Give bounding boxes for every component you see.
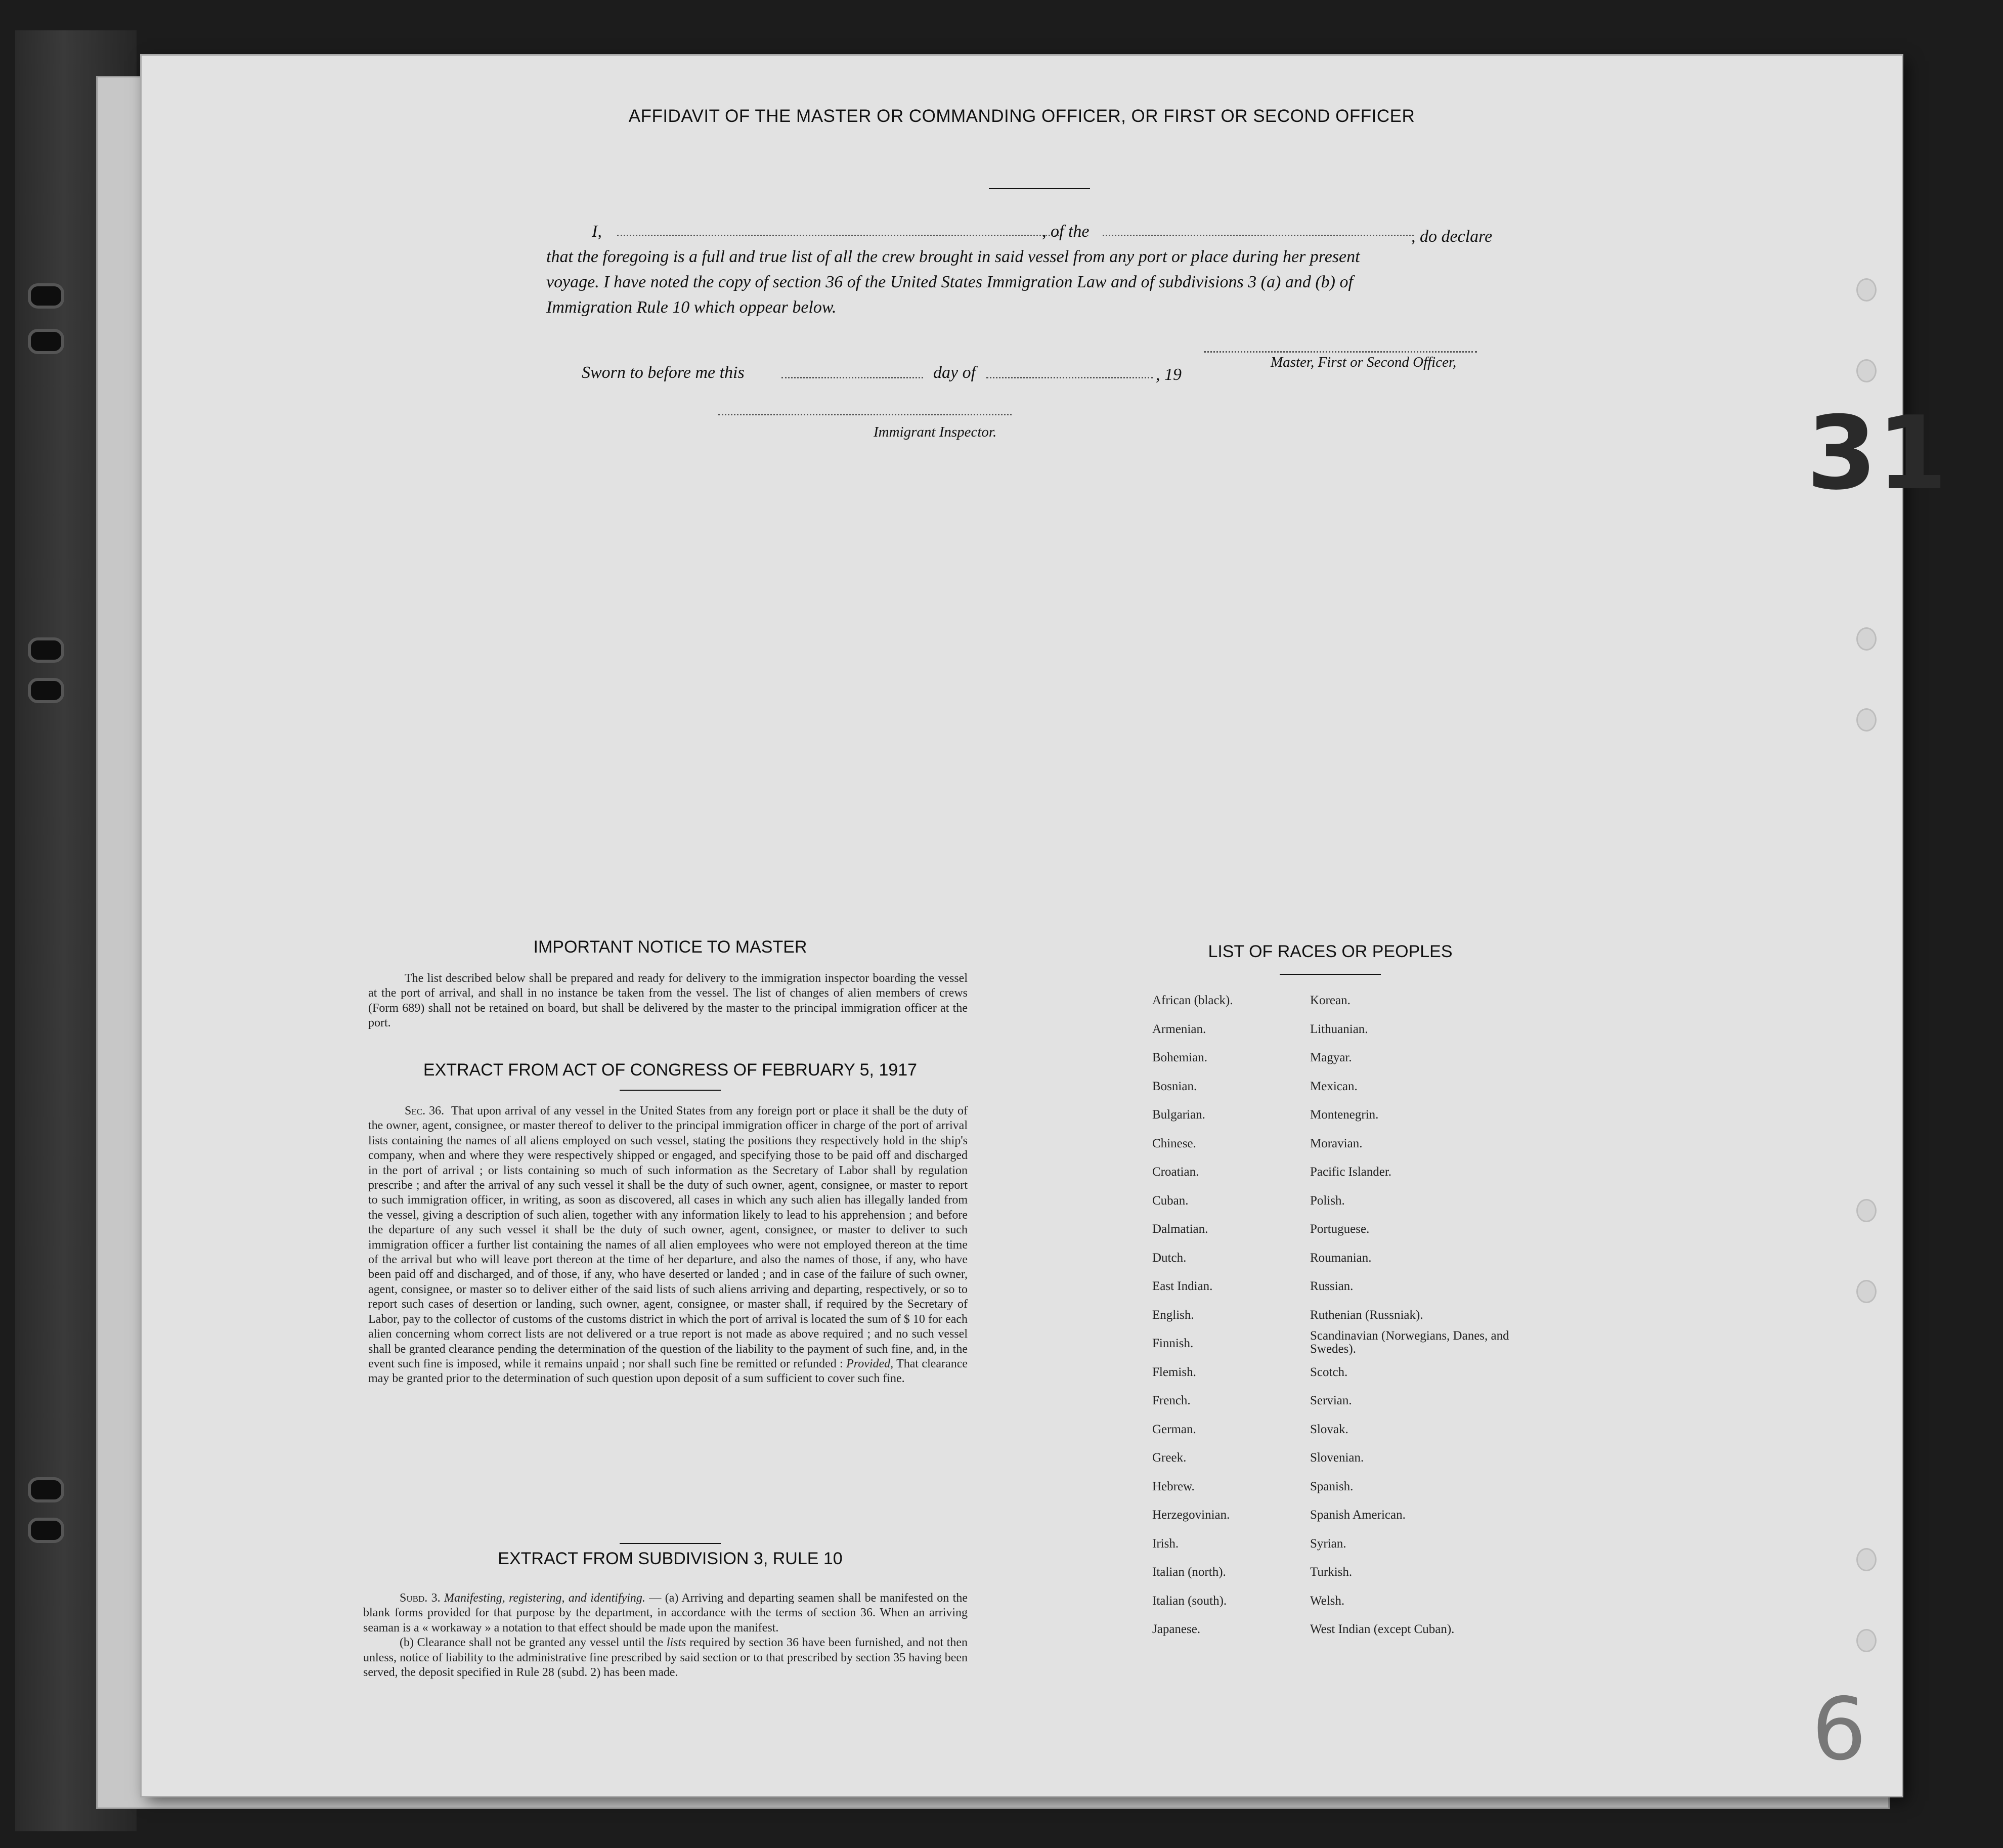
- race-item: Polish.: [1310, 1193, 1345, 1208]
- inspector-signature-label: Immigrant Inspector.: [874, 424, 997, 440]
- sworn-label: Sworn to before me this: [582, 363, 745, 382]
- race-item: West Indian (except Cuban).: [1310, 1622, 1455, 1636]
- race-item: African (black).: [1152, 994, 1233, 1007]
- year-label: , 19: [1156, 365, 1182, 384]
- races-rule: [1280, 974, 1381, 975]
- race-item: Dalmatian.: [1152, 1222, 1208, 1236]
- race-item: German.: [1152, 1422, 1196, 1436]
- race-item: Herzegovinian.: [1152, 1508, 1230, 1522]
- race-item: French.: [1152, 1394, 1191, 1407]
- manifest-page: [142, 56, 1902, 1796]
- race-item: Finnish.: [1152, 1337, 1194, 1350]
- handwritten-page-number: 31: [1806, 395, 1947, 512]
- race-item: English.: [1152, 1308, 1194, 1322]
- rule-top-rule: [620, 1543, 721, 1544]
- affidavit-line-4: Immigration Rule 10 which oppear below.: [546, 298, 837, 317]
- race-item: Irish.: [1152, 1536, 1179, 1551]
- race-item: Montenegrin.: [1310, 1108, 1379, 1122]
- race-item: Dutch.: [1152, 1251, 1187, 1265]
- race-item: Slovak.: [1310, 1422, 1348, 1436]
- race-item: Spanish.: [1310, 1479, 1354, 1493]
- para-b-text-1: Clearance shall not be granted any vessel until the: [417, 1636, 664, 1650]
- section-36-proviso-text: That clearance may be granted prior to the determination of such question upon deposit of a sum sufficient to cover such fine.: [368, 1357, 968, 1386]
- name-blank: [617, 235, 1062, 236]
- race-item: Magyar.: [1310, 1051, 1352, 1064]
- binder-ring: [28, 678, 64, 703]
- binder-ring: [28, 1518, 64, 1543]
- section-label: Sec. 36.: [405, 1104, 445, 1118]
- vessel-blank: [1103, 235, 1414, 236]
- punch-hole: [1856, 1199, 1877, 1222]
- punch-hole: [1856, 1280, 1877, 1303]
- race-item: Ruthenian (Russniak).: [1310, 1308, 1423, 1322]
- act-text: [368, 1104, 968, 1387]
- race-item: Cuban.: [1152, 1193, 1189, 1208]
- month-blank: [986, 377, 1153, 378]
- binder-ring: [28, 283, 64, 309]
- race-item: Italian (south).: [1152, 1594, 1227, 1608]
- section-36-paragraph: [368, 1104, 968, 1387]
- notice-title: IMPORTANT NOTICE TO MASTER: [533, 937, 807, 957]
- para-a-text: Arriving and departing seamen shall be manifested on the blank forms provided for that purpose by the department, in accordance with the terms of section 36. When an arriving seaman is a « workaway » a notation to that effect should be made upon the manifest.: [363, 1592, 968, 1635]
- race-item: Korean.: [1310, 994, 1351, 1007]
- race-item: Roumanian.: [1310, 1251, 1372, 1265]
- inspector-signature-line: [718, 414, 1012, 415]
- race-item: Flemish.: [1152, 1365, 1196, 1379]
- para-b-marker: (b): [400, 1636, 414, 1650]
- punch-hole: [1856, 278, 1877, 302]
- para-a-marker: — (a): [649, 1592, 679, 1605]
- notice-text: [368, 971, 968, 1031]
- race-item: Syrian.: [1310, 1536, 1346, 1551]
- race-item: Armenian.: [1152, 1022, 1206, 1036]
- title-rule: [989, 188, 1090, 189]
- race-item: Chinese.: [1152, 1136, 1196, 1150]
- affidavit-of-the: , of the: [1042, 222, 1090, 241]
- race-item: Scotch.: [1310, 1365, 1348, 1379]
- sworn-day-blank: [781, 377, 923, 378]
- punch-hole: [1856, 1548, 1877, 1571]
- race-item: Moravian.: [1310, 1136, 1363, 1150]
- punch-hole: [1856, 708, 1877, 732]
- race-item: Spanish American.: [1310, 1508, 1406, 1522]
- race-item: Slovenian.: [1310, 1451, 1364, 1465]
- handwritten-mark: 6: [1811, 1680, 1866, 1780]
- race-item: Servian.: [1310, 1394, 1352, 1407]
- subdivision-heading: Manifesting, registering, and identifying.: [444, 1592, 645, 1605]
- punch-hole: [1856, 1629, 1877, 1652]
- punch-hole: [1856, 627, 1877, 651]
- affidavit-title: AFFIDAVIT OF THE MASTER OR COMMANDING OFFICER, OR FIRST OR SECOND OFFICER: [628, 106, 1415, 126]
- master-signature-label: Master, First or Second Officer,: [1271, 354, 1457, 370]
- race-item: Scandinavian (Norwegians, Danes, and Swedes).: [1310, 1329, 1509, 1356]
- affidavit-line-3: voyage. I have noted the copy of section 36 of the United States Immigration Law and of subdivisions 3 (a) and (b) of: [546, 273, 1353, 291]
- race-item: Japanese.: [1152, 1622, 1201, 1636]
- proviso-word: Provided,: [846, 1357, 894, 1370]
- rule-paragraph-a: [363, 1591, 968, 1636]
- race-item: Welsh.: [1310, 1594, 1345, 1608]
- rule-paragraph-b: [363, 1636, 968, 1680]
- rule-title: EXTRACT FROM SUBDIVISION 3, RULE 10: [498, 1549, 843, 1568]
- races-right-column: [1310, 986, 1522, 1644]
- affidavit-declare: , do declare: [1411, 227, 1493, 246]
- race-item: Bohemian.: [1152, 1051, 1208, 1064]
- act-title: EXTRACT FROM ACT OF CONGRESS OF FEBRUARY 5, 1917: [423, 1060, 918, 1080]
- race-item: Italian (north).: [1152, 1565, 1226, 1579]
- race-item: Lithuanian.: [1310, 1022, 1368, 1036]
- para-b-text-2: required by section 36 have been furnished, and not then unless, notice of liability to the administrative fine prescribed by said section or to that prescribed by section 35 having been served, the deposit specified in Rule 28 (subd. 2) has been made.: [363, 1636, 968, 1680]
- act-rule: [620, 1090, 721, 1091]
- section-36-text: That upon arrival of any vessel in the United States from any foreign port or place it shall be the duty of the owner, agent, consignee, or master thereof to deliver to the principal immigration officer in charge of the port of arrival lists containing the names of all aliens employed on such vessel, stating the positions they respectively hold in the ship's company, when and where they were respectively shipped or engaged, and specifying those to be paid off and discharged in the port of arrival ; or lists containing so much of such information as the Secretary of Labor shall by regulation prescribe ; and after the arrival of any such vessel it shall be the duty of such owner, agent, consignee, or master to report to such immigration officer, in writing, as soon as discovered, all cases in which any such alien has illegally landed from the vessel, giving a description of such alien, together with any information likely to lead to his apprehension ; and before the departure of any such vessel it shall be the duty of such owner, agent, consignee, or master to deliver to such immigration officer a further list containing the names of all alien employees who were not employed thereon at the time of the arrival but who will leave port thereon at the time of her departure, and also the names of those, if any, who have been paid off and discharged, and of those, if any, who have deserted or landed ; and in case of the failure of such owner, agent, consignee, or master so to deliver either of the said lists of such aliens arriving and departing, respectively, or so to report such cases of desertion or landing, such owner, agent, consignee, or master shall, if required by the Secretary of Labor, pay to the collector of customs of the customs district in which the port of arrival is located the sum of $ 10 for each alien concerning whom correct lists are not delivered or a true report is not made as above required ; and no such vessel shall be granted clearance pending the determination of the question of the liability to the payment of such fine, and, in the event such fine is imposed, while it remains unpaid ; nor shall such fine be remitted or refunded :: [368, 1104, 968, 1370]
- race-item: Croatian.: [1152, 1165, 1199, 1179]
- binder-ring: [28, 1477, 64, 1502]
- races-left-column: [1152, 986, 1334, 1644]
- race-item: East Indian.: [1152, 1279, 1213, 1293]
- notice-paragraph: The list described below shall be prepared and ready for delivery to the immigration inspector boarding the vessel at the port of arrival, and shall in no instance be taken from the vessel. The list of changes of alien members of crews (Form 689) shall not be retained on board, but shall be delivered by the master to the principal immigration officer at the port.: [368, 972, 968, 1030]
- affidavit-i: I,: [592, 222, 602, 241]
- race-item: Russian.: [1310, 1279, 1354, 1293]
- binder-ring: [28, 329, 64, 354]
- para-b-lists-word: lists: [666, 1636, 686, 1650]
- races-title: LIST OF RACES OR PEOPLES: [1208, 942, 1453, 961]
- binder-ring: [28, 637, 64, 663]
- race-item: Bulgarian.: [1152, 1108, 1205, 1122]
- rule-text: [363, 1591, 968, 1680]
- race-item: Bosnian.: [1152, 1079, 1197, 1093]
- race-item: Greek.: [1152, 1451, 1187, 1465]
- race-item: Turkish.: [1310, 1565, 1353, 1579]
- race-item: Portuguese.: [1310, 1222, 1370, 1236]
- master-signature-line: [1204, 351, 1477, 353]
- punch-hole: [1856, 359, 1877, 382]
- subdivision-label: Subd. 3.: [400, 1592, 441, 1605]
- day-of-label: day of: [933, 363, 976, 382]
- affidavit-line-2: that the foregoing is a full and true list of all the crew brought in said vessel from any port or place during her present: [546, 247, 1360, 266]
- race-item: Pacific Islander.: [1310, 1165, 1392, 1179]
- race-item: Mexican.: [1310, 1079, 1358, 1093]
- race-item: Hebrew.: [1152, 1479, 1195, 1493]
